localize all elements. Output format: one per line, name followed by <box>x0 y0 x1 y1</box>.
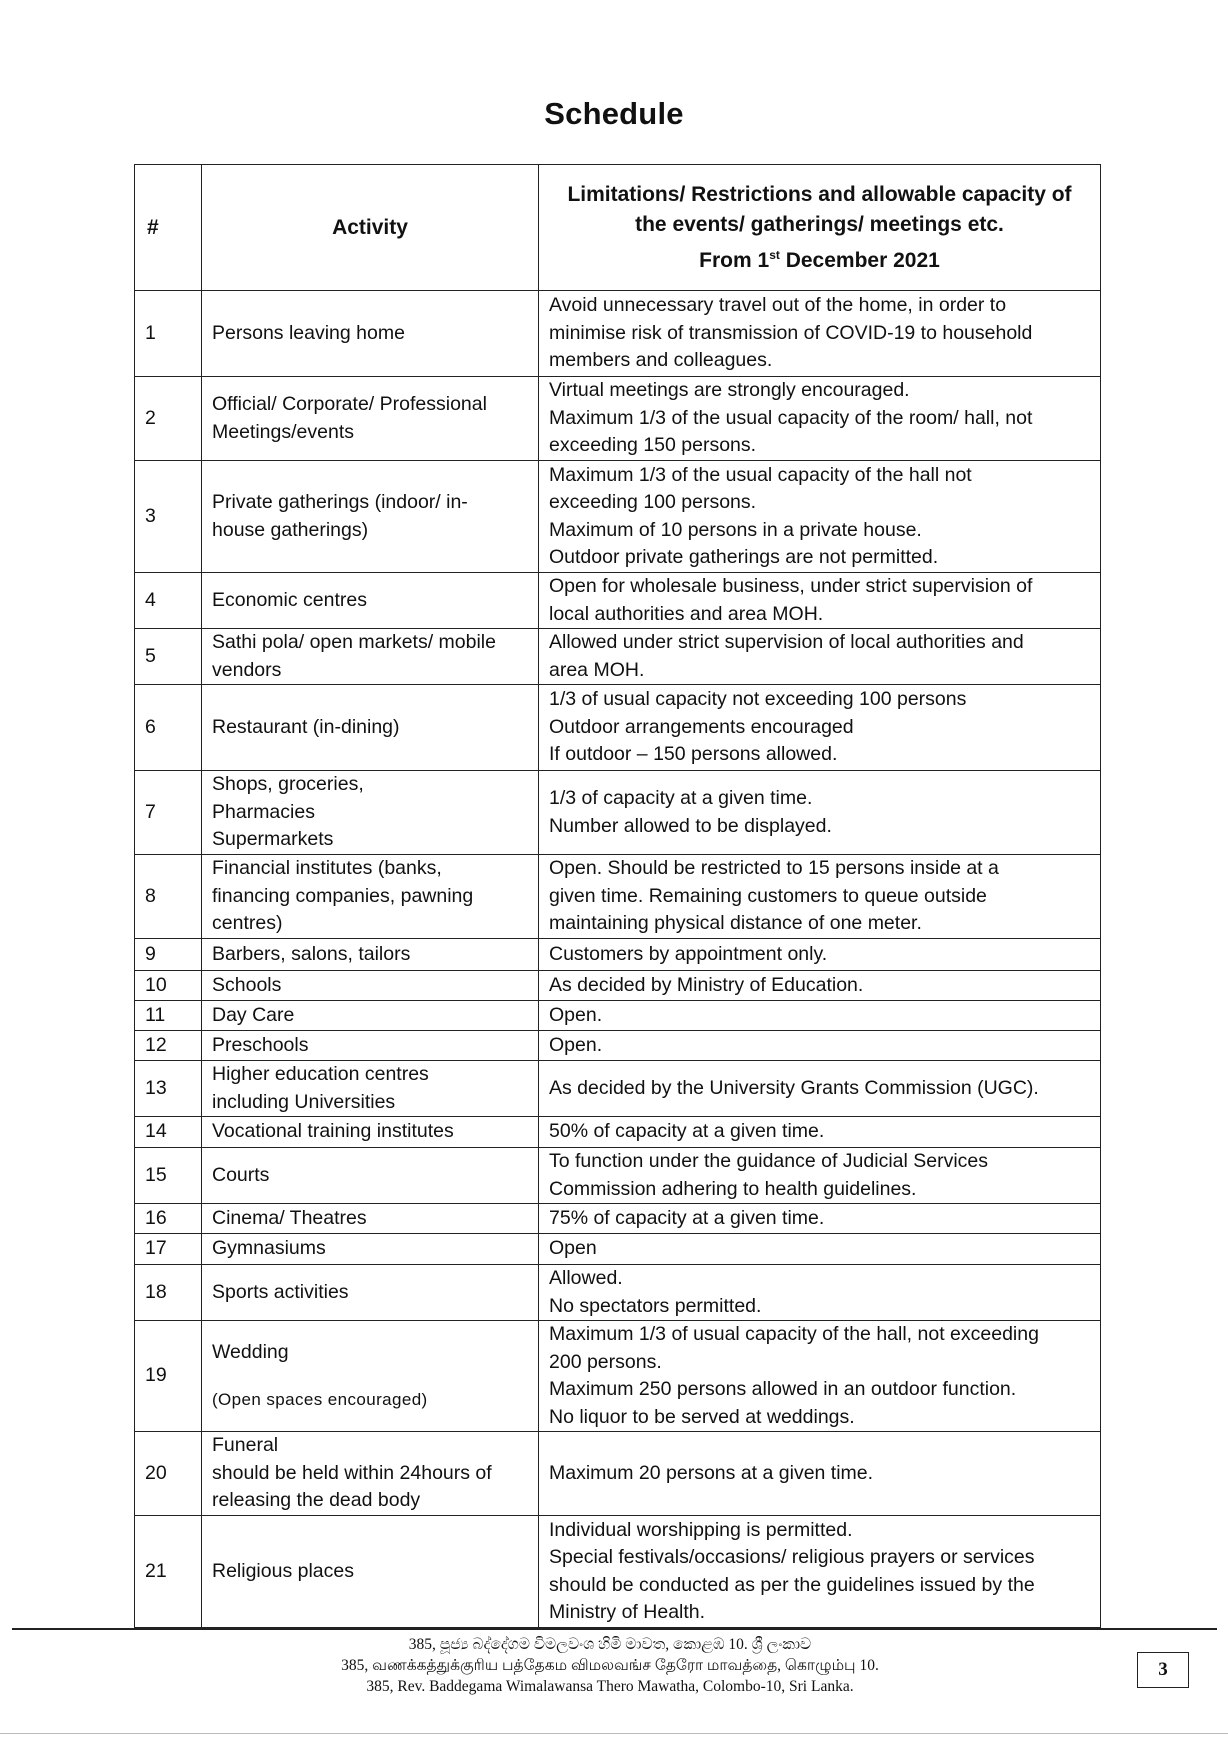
activity-cell <box>202 971 539 1001</box>
limitation-text: Open <box>549 1237 597 1260</box>
table-row <box>135 971 1101 1001</box>
row-number: 1 <box>135 291 202 377</box>
activity-text: Gymnasiums <box>212 1237 326 1260</box>
header-limitations-line: Limitations/ Restrictions and allowable capacity of <box>567 182 1072 206</box>
header-date-line <box>549 240 1090 276</box>
table-body <box>135 291 1101 1628</box>
table-row <box>135 377 1101 461</box>
limitations-cell <box>539 1148 1101 1204</box>
limitations-cell <box>539 1265 1101 1321</box>
limitation-text: 1/3 of capacity at a given time. <box>549 787 813 809</box>
row-number: 7 <box>135 771 202 855</box>
limitation-text: Commission adhering to health guidelines. <box>549 1177 917 1200</box>
limitation-text: Maximum 250 persons allowed in an outdoor function. <box>549 1378 1017 1400</box>
activity-spacer <box>212 1366 528 1386</box>
limitation-text: Avoid unnecessary travel out of the home, in order to <box>549 294 1007 317</box>
activity-text: Restaurant (in-dining) <box>212 715 400 738</box>
activity-cell <box>202 1321 539 1432</box>
activity-cell <box>202 291 539 377</box>
limitation-text: Outdoor private gatherings are not permitted. <box>549 546 939 568</box>
activity-cell <box>202 1234 539 1265</box>
row-number: 2 <box>135 377 202 461</box>
row-number: 16 <box>135 1204 202 1234</box>
activity-text: Preschools <box>212 1033 309 1056</box>
activity-text: Day Care <box>212 1003 295 1026</box>
activity-cell <box>202 377 539 461</box>
limitations-cell <box>539 685 1101 771</box>
activity-text: Official/ Corporate/ Professional <box>212 393 487 415</box>
row-number: 19 <box>135 1321 202 1432</box>
footer-address-english: 385, Rev. Baddegama Wimalawansa Thero Mawatha, Colombo-10, Sri Lanka. <box>366 1678 854 1695</box>
activity-text: Sathi pola/ open markets/ mobile <box>212 631 496 653</box>
activity-cell <box>202 1432 539 1516</box>
footer-address-sinhala: 385, පූජ්‍ය බද්දේගම විමලවංශ හිමි මාවත, කොළඹ 10. ශ්‍රී ලංකාව <box>408 1636 812 1653</box>
limitation-text: Maximum 1/3 of the usual capacity of the room/ hall, not <box>549 406 1033 429</box>
activity-text: house gatherings) <box>212 518 369 541</box>
row-number: 17 <box>135 1234 202 1265</box>
limitation-text: Open. <box>549 1003 603 1026</box>
table-row <box>135 1432 1101 1516</box>
limitation-text: Maximum 1/3 of usual capacity of the hall, not exceeding <box>549 1323 1039 1345</box>
table-row <box>135 573 1101 629</box>
limitation-text: Open. <box>549 1033 603 1056</box>
limitation-text: maintaining physical distance of one meter. <box>549 912 922 935</box>
table-row <box>135 1234 1101 1265</box>
page-number: 3 <box>1137 1652 1189 1688</box>
activity-cell <box>202 771 539 855</box>
activity-text: Economic centres <box>212 588 367 611</box>
row-number: 3 <box>135 461 202 573</box>
limitation-text: 75% of capacity at a given time. <box>549 1206 825 1229</box>
activity-text: Barbers, salons, tailors <box>212 942 411 965</box>
row-number: 15 <box>135 1148 202 1204</box>
activity-text: Sports activities <box>212 1280 349 1303</box>
activity-text: including Universities <box>212 1090 396 1113</box>
row-number: 8 <box>135 855 202 939</box>
row-number: 10 <box>135 971 202 1001</box>
limitations-cell <box>539 1432 1101 1516</box>
table-row <box>135 1148 1101 1204</box>
limitation-text: 200 persons. <box>549 1350 662 1373</box>
activity-text: Shops, groceries, <box>212 773 364 796</box>
activity-cell <box>202 685 539 771</box>
limitations-cell <box>539 771 1101 855</box>
header-limitations-line: the events/ gatherings/ meetings etc. <box>635 212 1004 236</box>
limitations-cell <box>539 1117 1101 1148</box>
row-number: 18 <box>135 1265 202 1321</box>
footer-address <box>230 1634 990 1697</box>
limitation-text: local authorities and area MOH. <box>549 602 824 625</box>
limitation-text: Maximum 1/3 of the usual capacity of the hall not <box>549 463 972 486</box>
table-row <box>135 291 1101 377</box>
row-number: 21 <box>135 1516 202 1628</box>
limitation-text: minimise risk of transmission of COVID-19 to household <box>549 321 1033 344</box>
footer-divider <box>12 1628 1217 1630</box>
table-row <box>135 685 1101 771</box>
page-bottom-edge <box>0 1733 1228 1734</box>
row-number: 13 <box>135 1061 202 1117</box>
table-row <box>135 1061 1101 1117</box>
limitation-text: To function under the guidance of Judicial Services <box>549 1150 989 1172</box>
limitation-text: Outdoor arrangements encouraged <box>549 715 854 738</box>
limitation-text: Allowed. <box>549 1267 623 1289</box>
activity-text: Religious places <box>212 1559 354 1582</box>
table-row <box>135 1516 1101 1628</box>
activity-text: Courts <box>212 1163 270 1186</box>
table-header-row <box>135 165 1101 291</box>
limitations-cell <box>539 1204 1101 1234</box>
limitations-cell <box>539 629 1101 685</box>
footer-address-tamil: 385, வணக்கத்துக்குரிய பத்தேகம விமலவங்ச தேரோ மாவத்தை, கொழும்பு 10. <box>341 1657 879 1674</box>
limitation-text: Individual worshipping is permitted. <box>549 1518 853 1541</box>
limitations-cell <box>539 971 1101 1001</box>
activity-text: Schools <box>212 973 282 996</box>
activity-cell <box>202 1265 539 1321</box>
activity-text: Higher education centres <box>212 1063 429 1085</box>
limitations-cell <box>539 1061 1101 1117</box>
activity-cell <box>202 1001 539 1031</box>
row-number: 5 <box>135 629 202 685</box>
limitation-text: should be conducted as per the guidelines issued by the <box>549 1573 1035 1596</box>
activity-note: (Open spaces encouraged) <box>212 1390 428 1409</box>
activity-cell <box>202 1148 539 1204</box>
table-row <box>135 461 1101 573</box>
limitation-text: 50% of capacity at a given time. <box>549 1120 825 1143</box>
limitation-text: exceeding 100 persons. <box>549 491 757 513</box>
limitation-text: Special festivals/occasions/ religious prayers or services <box>549 1546 1035 1568</box>
limitation-text: Open. Should be restricted to 15 persons inside at a <box>549 857 999 880</box>
limitation-text: given time. Remaining customers to queue outside <box>549 884 987 907</box>
table-row <box>135 1265 1101 1321</box>
activity-cell <box>202 855 539 939</box>
activity-cell <box>202 629 539 685</box>
table-row <box>135 629 1101 685</box>
limitations-cell <box>539 1234 1101 1265</box>
table-row <box>135 1117 1101 1148</box>
schedule-table <box>134 164 1101 1628</box>
activity-cell <box>202 939 539 971</box>
limitations-cell <box>539 573 1101 629</box>
activity-text: releasing the dead body <box>212 1489 421 1512</box>
header-num: # <box>135 165 202 291</box>
header-date-pre: From 1 <box>699 248 770 272</box>
table-row <box>135 1321 1101 1432</box>
activity-text: Persons leaving home <box>212 321 405 344</box>
activity-text: Vocational training institutes <box>212 1120 454 1143</box>
limitations-cell <box>539 1516 1101 1628</box>
activity-cell <box>202 1031 539 1061</box>
activity-text: financing companies, pawning <box>212 884 474 907</box>
activity-cell <box>202 1061 539 1117</box>
activity-cell <box>202 573 539 629</box>
header-activity: Activity <box>202 165 539 291</box>
row-number: 12 <box>135 1031 202 1061</box>
limitation-text: No liquor to be served at weddings. <box>549 1405 855 1428</box>
limitation-text: area MOH. <box>549 658 645 681</box>
limitations-cell <box>539 377 1101 461</box>
activity-cell <box>202 1516 539 1628</box>
limitation-text: No spectators permitted. <box>549 1294 762 1317</box>
activity-text: Private gatherings (indoor/ in- <box>212 491 468 513</box>
header-date-sup: st <box>769 247 780 262</box>
activity-text: Meetings/events <box>212 420 354 443</box>
limitation-text: Maximum 20 persons at a given time. <box>549 1461 874 1484</box>
table-row <box>135 1001 1101 1031</box>
row-number: 20 <box>135 1432 202 1516</box>
page-title: Schedule <box>544 96 684 131</box>
table-row <box>135 1031 1101 1061</box>
activity-text: centres) <box>212 912 283 935</box>
row-number: 6 <box>135 685 202 771</box>
limitations-cell <box>539 939 1101 971</box>
row-number: 4 <box>135 573 202 629</box>
limitation-text: Virtual meetings are strongly encouraged. <box>549 379 910 402</box>
activity-cell <box>202 1204 539 1234</box>
limitation-text: Open for wholesale business, under strict supervision of <box>549 575 1033 597</box>
limitations-cell <box>539 461 1101 573</box>
table-row <box>135 939 1101 971</box>
limitation-text: Allowed under strict supervision of local authorities and <box>549 631 1024 653</box>
limitations-cell <box>539 1321 1101 1432</box>
limitation-text: Customers by appointment only. <box>549 942 828 965</box>
limitation-text: 1/3 of usual capacity not exceeding 100 persons <box>549 688 967 711</box>
limitation-text: If outdoor – 150 persons allowed. <box>549 743 838 766</box>
limitation-text: Ministry of Health. <box>549 1601 706 1623</box>
activity-cell <box>202 1117 539 1148</box>
header-limitations <box>539 165 1101 291</box>
activity-text: Cinema/ Theatres <box>212 1206 367 1229</box>
limitations-cell <box>539 855 1101 939</box>
table-row <box>135 1204 1101 1234</box>
activity-text: Financial institutes (banks, <box>212 857 442 880</box>
limitation-text: exceeding 150 persons. <box>549 434 757 457</box>
table-row <box>135 771 1101 855</box>
activity-text: should be held within 24hours of <box>212 1461 492 1484</box>
row-number: 11 <box>135 1001 202 1031</box>
limitations-cell <box>539 1031 1101 1061</box>
activity-text: Funeral <box>212 1434 279 1457</box>
limitations-cell <box>539 1001 1101 1031</box>
limitation-text: Number allowed to be displayed. <box>549 814 832 837</box>
row-number: 9 <box>135 939 202 971</box>
activity-text: vendors <box>212 658 282 681</box>
table-row <box>135 855 1101 939</box>
limitation-text: As decided by the University Grants Commission (UGC). <box>549 1076 1039 1099</box>
limitation-text: Maximum of 10 persons in a private house. <box>549 518 922 541</box>
limitations-cell <box>539 291 1101 377</box>
limitation-text: members and colleagues. <box>549 349 773 372</box>
row-number: 14 <box>135 1117 202 1148</box>
activity-text: Pharmacies <box>212 800 315 823</box>
activity-cell <box>202 461 539 573</box>
header-date-post: December 2021 <box>779 248 940 272</box>
activity-text: Wedding <box>212 1340 289 1363</box>
activity-text: Supermarkets <box>212 828 334 851</box>
limitation-text: As decided by Ministry of Education. <box>549 973 864 996</box>
